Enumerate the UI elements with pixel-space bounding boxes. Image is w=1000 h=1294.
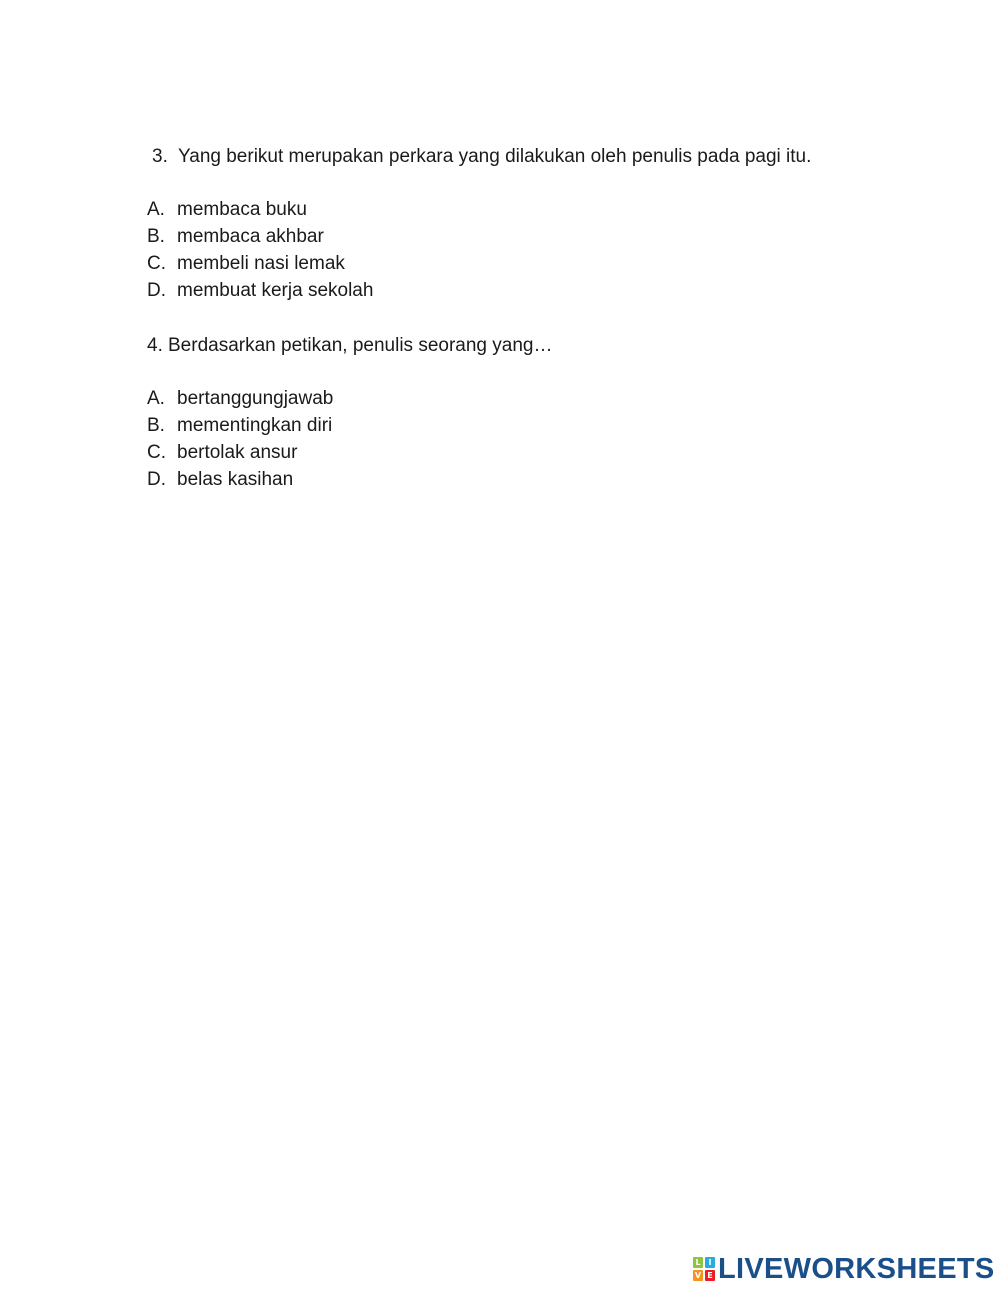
option-b[interactable] xyxy=(147,225,373,252)
option-text: bertanggungjawab xyxy=(177,388,334,409)
option-text: membaca akhbar xyxy=(177,226,324,247)
liveworksheets-logo[interactable] xyxy=(693,1253,995,1285)
question-text: Berdasarkan petikan, penulis seorang yang… xyxy=(168,335,553,356)
option-letter: D. xyxy=(147,469,166,490)
option-letter: B. xyxy=(147,226,165,247)
option-a[interactable] xyxy=(147,198,373,225)
option-text: bertolak ansur xyxy=(177,442,298,463)
option-letter: C. xyxy=(147,442,166,463)
option-d[interactable] xyxy=(147,279,373,306)
option-b[interactable] xyxy=(147,414,333,441)
question-number: 3. xyxy=(152,146,168,167)
logo-text: LIVEWORKSHEETS xyxy=(718,1253,995,1285)
option-letter: A. xyxy=(147,388,165,409)
question-3-options xyxy=(147,198,373,306)
option-c[interactable] xyxy=(147,252,373,279)
logo-tile-l: L xyxy=(693,1257,703,1268)
option-text: membuat kerja sekolah xyxy=(177,280,374,301)
option-c[interactable] xyxy=(147,441,333,468)
question-3 xyxy=(152,145,811,169)
option-text: membeli nasi lemak xyxy=(177,253,345,274)
logo-tile-i: I xyxy=(705,1257,715,1268)
option-letter: D. xyxy=(147,280,166,301)
logo-tile-v: V xyxy=(694,1271,702,1280)
option-letter: C. xyxy=(147,253,166,274)
question-number: 4. xyxy=(147,335,163,356)
question-4 xyxy=(147,334,552,358)
option-d[interactable] xyxy=(147,468,333,495)
option-text: mementingkan diri xyxy=(177,415,333,436)
liveworksheets-logo-icon xyxy=(693,1257,715,1281)
question-text: Yang berikut merupakan perkara yang dilakukan oleh penulis pada pagi itu. xyxy=(178,146,812,167)
logo-tile-e: E xyxy=(705,1270,715,1281)
option-text: belas kasihan xyxy=(177,469,294,490)
question-4-options xyxy=(147,387,333,495)
option-text: membaca buku xyxy=(177,199,307,220)
option-letter: A. xyxy=(147,199,165,220)
option-letter: B. xyxy=(147,415,165,436)
option-a[interactable] xyxy=(147,387,333,414)
